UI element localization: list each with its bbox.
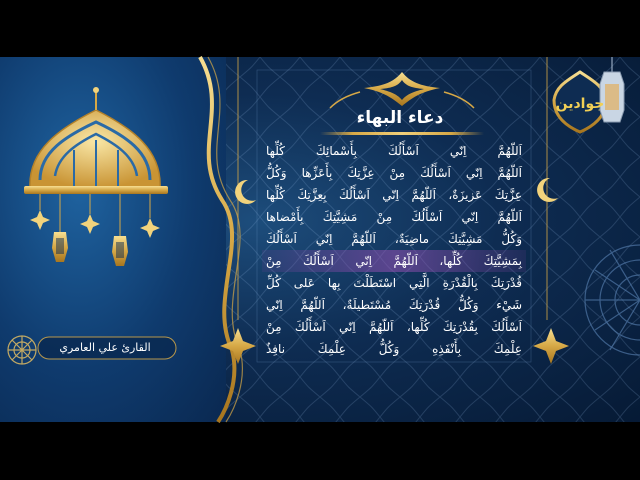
logo-text: جوادين <box>555 96 605 112</box>
prayer-line: قُدْرَتِكَ بِالْقُدْرَةِ الَّتِي اسْتَطَلْتَ بِها عَلى كُلِّ <box>266 276 522 290</box>
reader-name: القارئ علي العامري <box>59 341 151 354</box>
dome-icon <box>24 87 168 194</box>
left-gold-border <box>200 57 234 422</box>
prayer-line: عِزَّتِكَ عَزيزَةٌ، اَللّهُمَّ اِنّي اَسْأَلُكَ بِعِزَّتِكَ كُلِّها <box>266 188 522 202</box>
lantern-icon-right <box>600 57 624 122</box>
prayer-line: بِمَشِيَّتِكَ كُلِّها، اَللّهُمَّ اِنّي اَسْأَلُكَ مِنْ <box>262 250 526 272</box>
prayer-line: عِلْمِكَ بِأَنْفَذِهِ وَكُلُّ عِلْمِكَ نافِذٌ <box>266 342 522 356</box>
title-ornament-icon <box>330 72 474 108</box>
star-icon <box>30 194 160 238</box>
prayer-line: اَللّهُمَّ اِنّي اَسْأَلُكَ مِنْ مَشِيَّتِكَ بِأَمْضاها <box>266 210 522 224</box>
mandala-icon-right <box>585 245 640 355</box>
prayer-text <box>262 140 526 360</box>
page-title: دعاء البهاء <box>356 108 444 128</box>
mandala-icon <box>8 336 36 364</box>
prayer-line: اَسْأَلُكَ بِقُدْرَتِكَ كُلِّها، اَللّهُمَّ اِنّي اَسْأَلُكَ مِنْ <box>266 320 522 334</box>
prayer-line: وَكُلُّ مَشِيَّتِكَ ماضِيَةٌ، اَللّهُمَّ اِنّي اَسْأَلُكَ <box>266 232 522 246</box>
prayer-line: اَللّهُمَّ اِنّي اَسْأَلُكَ بِأَسْمائِكَ كُلِّها <box>266 144 522 158</box>
prayer-line: شَيْء وَكُلُّ قُدْرَتِكَ مُسْتَطيلَةٌ، اَللّهُمَّ اِنّي <box>266 298 522 312</box>
prayer-line: اَللّهُمَّ اِنّي اَسْأَلُكَ مِنْ عِزَّتِكَ بِأَعَزِّها وَكُلُّ <box>266 166 522 180</box>
title-underline <box>320 132 484 135</box>
